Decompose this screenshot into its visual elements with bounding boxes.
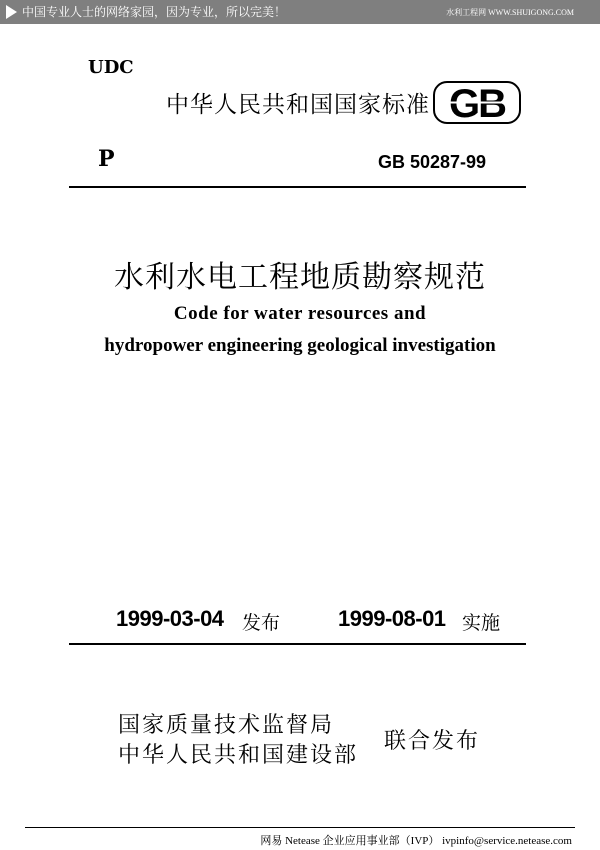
banner-slogan: 中国专业人士的网络家园，因为专业，所以完美！: [22, 5, 287, 19]
issue-date: 1999-03-04: [116, 606, 224, 631]
footer-divider: [25, 827, 575, 828]
banner-site-link[interactable]: 水利工程网 WWW.SHUIGONG.COM: [446, 8, 574, 17]
document-title-english-line2: hydropower engineering geological investigation: [104, 335, 496, 356]
issue-label: 发布: [242, 612, 281, 634]
standard-title: 中华人民共和国国家标准: [166, 92, 430, 118]
footer-info: 网易 Netease 企业应用事业部（IVP） ivpinfo@service.netease.com: [260, 835, 572, 847]
document-title-chinese: 水利水电工程地质勘察规范: [114, 260, 486, 295]
play-arrow-icon: [6, 5, 17, 19]
effective-date: 1999-08-01: [338, 606, 446, 631]
issuer-line1: 国家质量技术监督局: [118, 713, 335, 738]
top-banner: [0, 0, 600, 24]
gb-logo: [432, 79, 522, 126]
dates-divider: [69, 643, 526, 645]
issuer-line2: 中华人民共和国建设部: [118, 743, 359, 768]
joint-issue-label: 联合发布: [384, 729, 481, 754]
classification-code: P: [98, 146, 115, 172]
udc-label: UDC: [88, 57, 134, 78]
standard-number: GB 50287-99: [378, 152, 487, 172]
document-title-english-line1: Code for water resources and: [173, 303, 427, 324]
header-divider: [69, 186, 526, 188]
gb-logo-text: GB: [449, 82, 505, 126]
effective-label: 实施: [462, 612, 501, 634]
